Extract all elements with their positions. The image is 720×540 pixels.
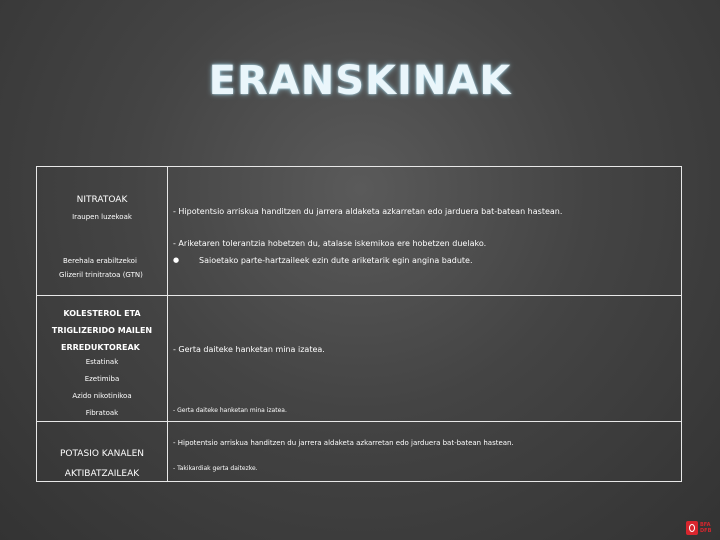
slide-title: ERANSKINAK — [208, 58, 512, 104]
logo-text: BFA DFB — [700, 522, 712, 534]
kolesterol-sub-ezetimibe: Ezetimiba — [84, 375, 120, 383]
bfa-logo — [686, 518, 716, 538]
column-divider — [167, 167, 168, 481]
potasio-effect-tachycardia: - Takikardiak gerta daitezke. — [173, 465, 258, 472]
nitratoak-sub-longacting: Iraupen luzekoak — [72, 213, 132, 221]
kolesterol-effect-legpain: - Gerta daiteke hanketan mina izatea. — [173, 345, 325, 354]
potasio-heading-line2: AKTIBATZAILEAK — [64, 469, 140, 479]
bfa-emblem-icon — [686, 521, 698, 535]
medication-table — [36, 166, 682, 482]
nitratoak-heading: NITRATOAK — [76, 195, 128, 205]
kolesterol-sub-statins: Estatinak — [85, 358, 119, 366]
kolesterol-effect-legpain-fibrates: - Gerta daiteke hanketan mina izatea. — [173, 407, 287, 414]
row-divider — [37, 295, 681, 296]
nitratoak-sub-immediate: Berehala erabiltzekoi — [63, 257, 137, 265]
nitratoak-effect-hypotension: - Hipotentsio arriskua handitzen du jarrera aldaketa azkarretan edo jarduera bat-batean hastean. — [173, 207, 563, 216]
nitratoak-effect-tolerance: - Ariketaren tolerantzia hobetzen du, atalase iskemikoa ere hobetzen duelako. — [173, 239, 487, 248]
kolesterol-heading-line3: ERREDUKTOREAK — [61, 343, 140, 352]
nitratoak-effect-angina: Saioetako parte-hartzaileek ezin dute ariketarik egin angina badute. — [199, 256, 473, 265]
potasio-heading-line1: POTASIO KANALEN — [59, 449, 144, 459]
kolesterol-heading-line2: TRIGLIZERIDO MAILEN — [51, 326, 153, 335]
row-divider — [37, 421, 681, 422]
kolesterol-heading-line1: KOLESTEROL ETA — [63, 309, 141, 318]
kolesterol-sub-nicotinic: Azido nikotinikoa — [72, 392, 132, 400]
bullet-icon: ● — [173, 256, 180, 264]
kolesterol-sub-fibrates: Fibratoak — [85, 409, 119, 417]
nitratoak-sub-gtn: Glizeril trinitratoa (GTN) — [59, 271, 143, 279]
potasio-effect-hypotension: - Hipotentsio arriskua handitzen du jarrera aldaketa azkarretan edo jarduera bat-batean hastean. — [173, 439, 514, 447]
